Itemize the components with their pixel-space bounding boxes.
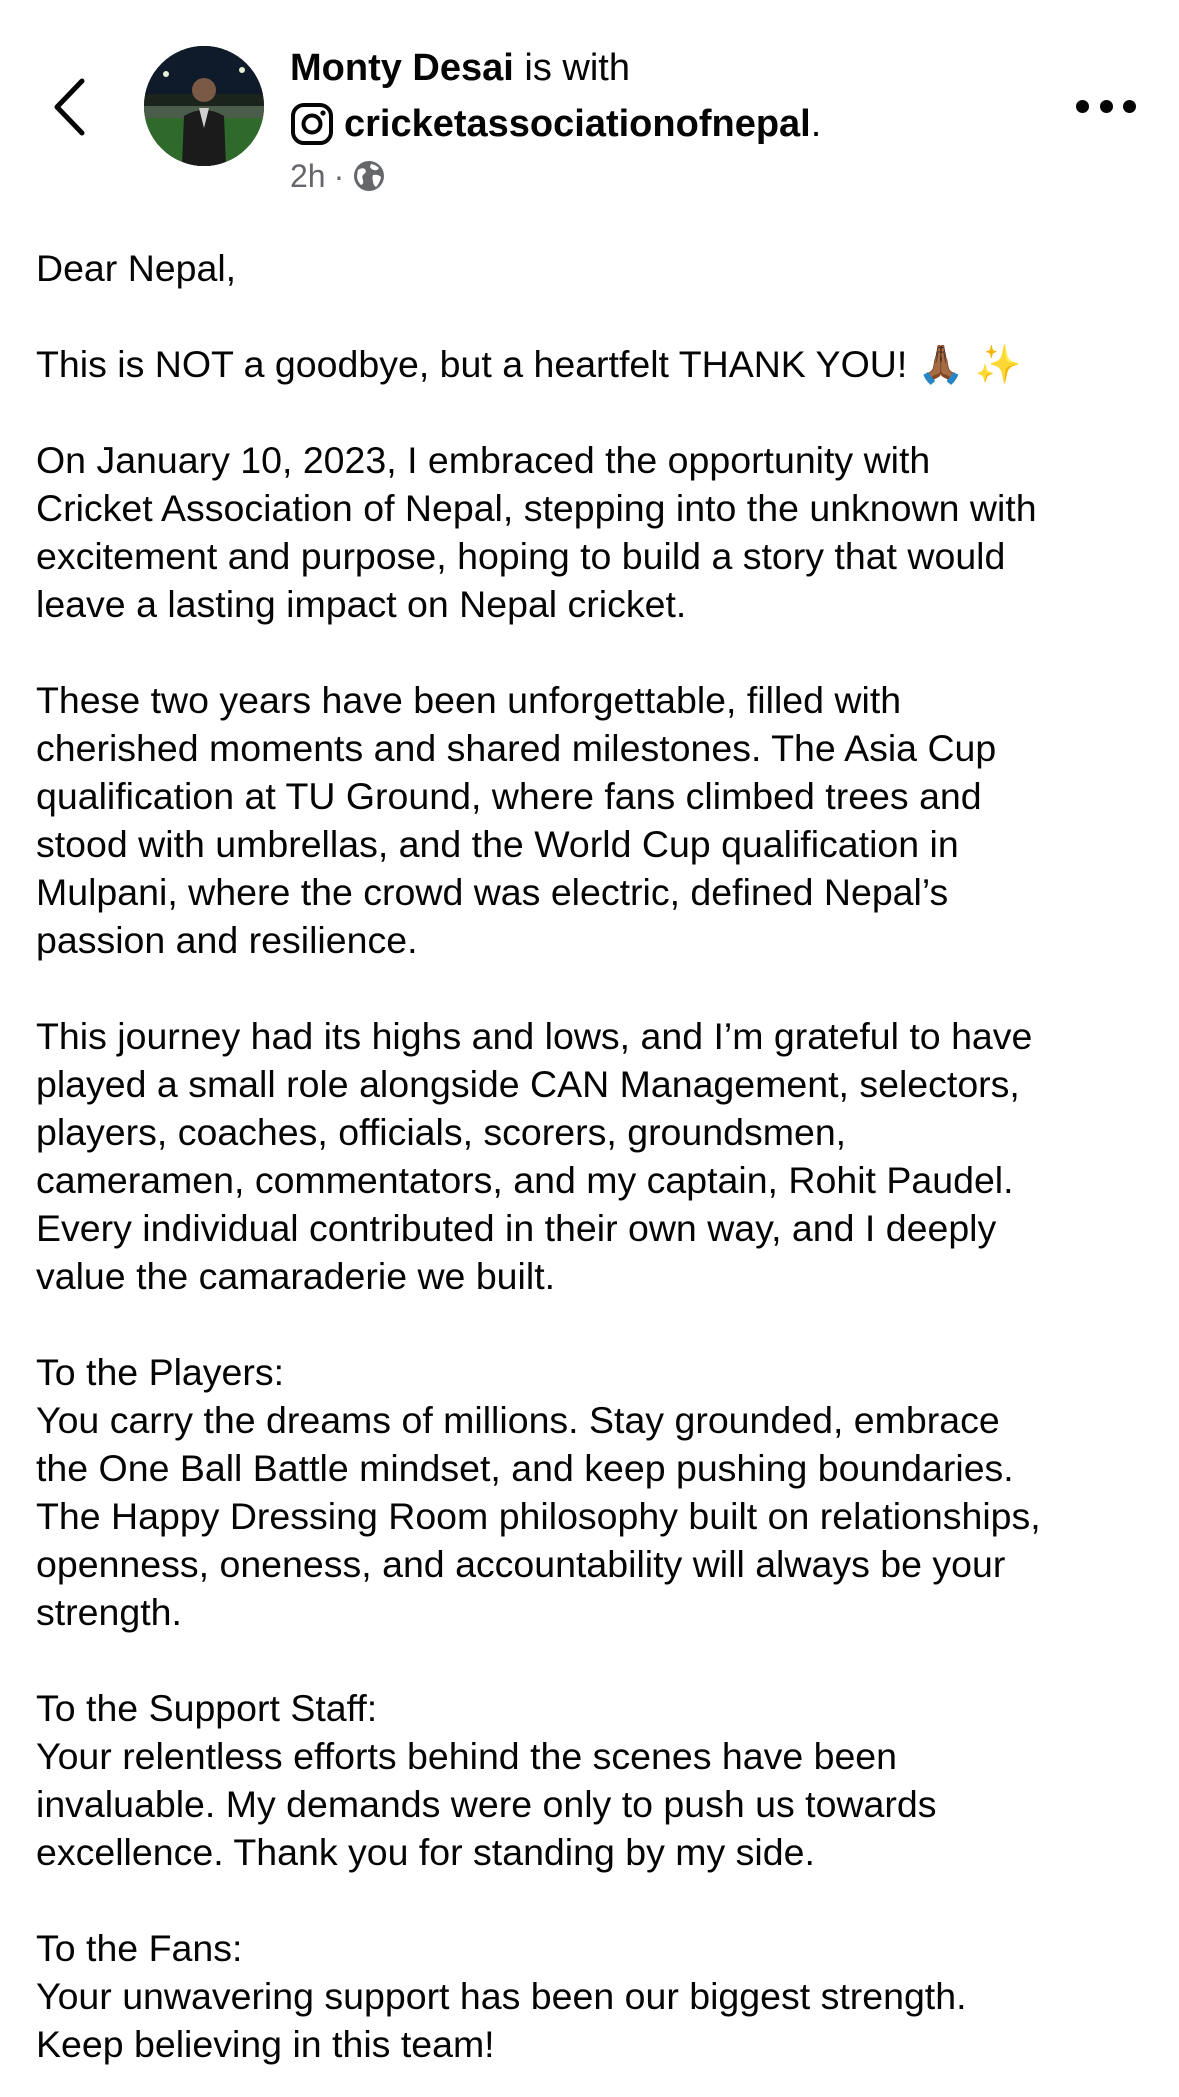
tagged-page-line <box>290 100 821 148</box>
more-options-button[interactable] <box>1076 86 1136 126</box>
post-paragraph: To the Players: You carry the dreams of millions. Stay grounded, embrace the One Ball Battle mindset, and keep pushing boundaries. The Happy Dressing Room philosophy built on relationships, openness, oneness, and accountability will always be your strength. <box>36 1351 1041 1633</box>
post-paragraph: On January 10, 2023, I embraced the opportunity with Cricket Association of Nepal, stepping into the unknown with excitement and purpose, hoping to build a story that would leave a lasting impact on Nepal cricket. <box>36 439 1037 625</box>
page-suffix: . <box>810 103 822 145</box>
instagram-icon <box>290 102 334 146</box>
post-paragraph: This is NOT a goodbye, but a heartfelt THANK YOU! 🙏🏾 ✨ <box>36 343 1022 385</box>
profile-photo <box>144 46 264 166</box>
post-body <box>36 244 1156 2068</box>
globe-icon[interactable] <box>352 159 386 193</box>
post-paragraph: To the Fans: Your unwavering support has been our biggest strength. Keep believing in this team! <box>36 1927 967 2065</box>
post-paragraph: Dear Nepal, <box>36 247 237 289</box>
post-time[interactable]: 2h <box>290 158 326 194</box>
post-header <box>0 0 1179 220</box>
more-options-icon <box>1076 100 1089 113</box>
tagged-page-link[interactable]: cricketassociationofnepal <box>344 103 811 145</box>
avatar[interactable] <box>144 46 264 166</box>
author-line <box>290 44 630 92</box>
post-meta <box>290 156 386 196</box>
more-options-icon-dot <box>1123 100 1136 113</box>
post-paragraph: To the Support Staff: Your relentless efforts behind the scenes have been invaluable. My demands were only to push us towards excellence. Thank you for standing by my side. <box>36 1687 937 1873</box>
back-button[interactable] <box>44 72 94 142</box>
more-options-icon-dot <box>1100 100 1113 113</box>
with-text: is with <box>513 47 630 89</box>
author-name[interactable]: Monty Desai <box>290 47 514 89</box>
meta-separator: · <box>333 158 345 194</box>
chevron-left-icon <box>52 77 86 137</box>
post-paragraph: These two years have been unforgettable, filled with cherished moments and shared milestones. The Asia Cup qualification at TU Ground, where fans climbed trees and stood with umbrellas, and the World Cup qualification in Mulpani, where the crowd was electric, defined Nepal’s passion and resilience. <box>36 679 997 961</box>
post-paragraph: This journey had its highs and lows, and I’m grateful to have played a small role alongside CAN Management, selectors, players, coaches, officials, scorers, groundsmen, cameramen, commentators, and my captain, Rohit Paudel. Every individual contributed in their own way, and I deeply value the camaraderie we built. <box>36 1015 1033 1297</box>
